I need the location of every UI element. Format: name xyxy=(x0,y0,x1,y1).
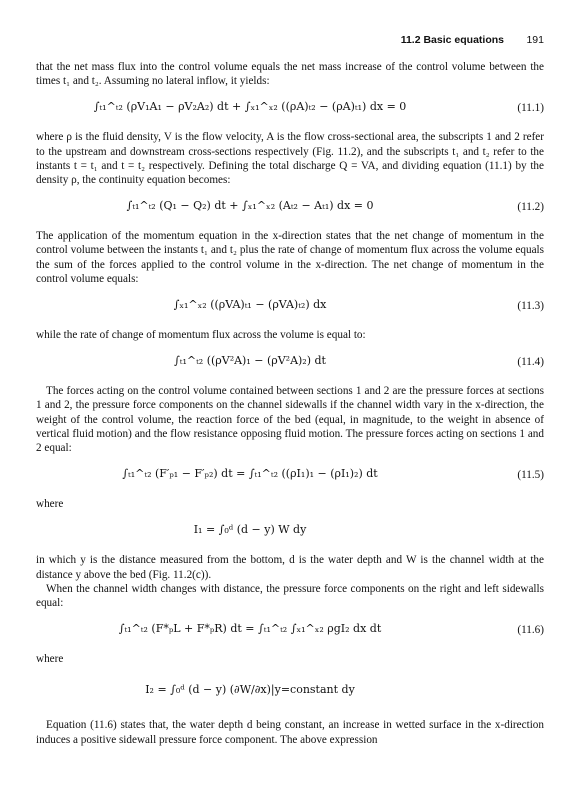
equation-I2-expression: I₂ = ∫₀ᵈ (d − y) (∂W/∂x)|y=constant dy xyxy=(145,683,355,697)
equation-11-5-expression: ∫ₜ₁^ₜ₂ (F′ₚ₁ − F′ₚ₂) dt = ∫ₜ₁^ₜ₂ ((ρI₁)₁ − (ρI₁)₂) dt xyxy=(122,467,378,481)
equation-11-2 xyxy=(36,195,544,221)
equation-11-3 xyxy=(36,294,544,320)
page-number: 191 xyxy=(526,34,544,46)
paragraph-3: The application of the momentum equation in the x-direction states that the net change of momentum in the control volume between the instants t₁ and t₂ plus the rate of change of momentum flux across the volume equals the sum of the forces applied to the control volume in the x-direction. The net change of momentum in the control volume equals: xyxy=(36,230,544,285)
where-label-2: where xyxy=(36,653,64,666)
equation-I2 xyxy=(36,674,544,710)
section-title: 11.2 Basic equations xyxy=(400,34,504,46)
equation-I1 xyxy=(36,519,544,545)
paragraph-1: that the net mass flux into the control volume equals the net mass increase of the control volume between the times t₁ and t₂. Assuming no lateral inflow, it yields: xyxy=(36,61,544,88)
paragraph-2: where ρ is the fluid density, V is the flow velocity, A is the flow cross-sectional area, the subscripts 1 and 2 refer to the upstream and downstream cross-sections respectively (Fig. 11.2), and the subscripts t₁ and t₂ refer to the instants t = t₁ and t = t₂ respectively. Defining the total discharge Q = VA, and dividing equation (11.1) by the density ρ, the continuity equation becomes: xyxy=(36,131,544,187)
paragraph-8: Equation (11.6) states that, the water depth d being constant, an increase in wetted surface in the x-direction induces a positive sidewall pressure force component. The above expression xyxy=(36,719,544,746)
where-label-1: where xyxy=(36,498,64,511)
equation-11-4-number: (11.4) xyxy=(517,356,544,369)
page-body xyxy=(36,60,544,747)
equation-11-4-expression: ∫ₜ₁^ₜ₂ ((ρV²A)₁ − (ρV²A)₂) dt xyxy=(174,354,326,368)
equation-11-2-number: (11.2) xyxy=(517,201,544,214)
equation-11-1-number: (11.1) xyxy=(517,102,544,115)
equation-11-6 xyxy=(36,618,544,644)
equation-I1-expression: I₁ = ∫₀ᵈ (d − y) W dy xyxy=(193,523,307,537)
equation-11-6-number: (11.6) xyxy=(517,624,544,637)
equation-11-4 xyxy=(36,350,544,376)
equation-11-3-expression: ∫ₓ₁^ₓ₂ ((ρVA)ₜ₁ − (ρVA)ₜ₂) dx xyxy=(173,298,327,312)
paragraph-4: while the rate of change of momentum flux across the volume is equal to: xyxy=(36,329,366,342)
paragraph-7: When the channel width changes with distance, the pressure force components on the right and left sidewalls equal: xyxy=(36,582,544,610)
equation-11-2-expression: ∫ₜ₁^ₜ₂ (Q₁ − Q₂) dt + ∫ₓ₁^ₓ₂ (Aₜ₂ − Aₜ₁) dx = 0 xyxy=(126,199,374,213)
equation-11-3-number: (11.3) xyxy=(517,300,544,313)
equation-11-1 xyxy=(36,96,544,122)
paragraph-6: in which y is the distance measured from the bottom, d is the water depth and W is the channel width at the distance y above the bed (Fig. 11.2(c)). xyxy=(36,554,544,581)
equation-11-6-expression: ∫ₜ₁^ₜ₂ (F*ₚL + F*ₚR) dt = ∫ₜ₁^ₜ₂ ∫ₓ₁^ₓ₂ ρgI₂ dx dt xyxy=(118,622,382,636)
running-header xyxy=(36,34,544,48)
equation-11-1-expression: ∫ₜ₁^ₜ₂ (ρV₁A₁ − ρV₂A₂) dt + ∫ₓ₁^ₓ₂ ((ρA)ₜ₂ − (ρA)ₜ₁) dx = 0 xyxy=(93,100,407,114)
equation-11-5 xyxy=(36,463,544,489)
paragraph-5: The forces acting on the control volume contained between sections 1 and 2 are the pressure forces at sections 1 and 2, the pressure force components on the channel sidewalls if the channel width vary in the x-direction, the weight of the control volume, the reaction force of the bed (equal, in magnitude, to the weight in absence of vertical fluid motion) and the flow resistance opposing fluid motion. The pressure forces acting on sections 1 and 2 equal: xyxy=(36,385,544,455)
equation-11-5-number: (11.5) xyxy=(517,469,544,482)
